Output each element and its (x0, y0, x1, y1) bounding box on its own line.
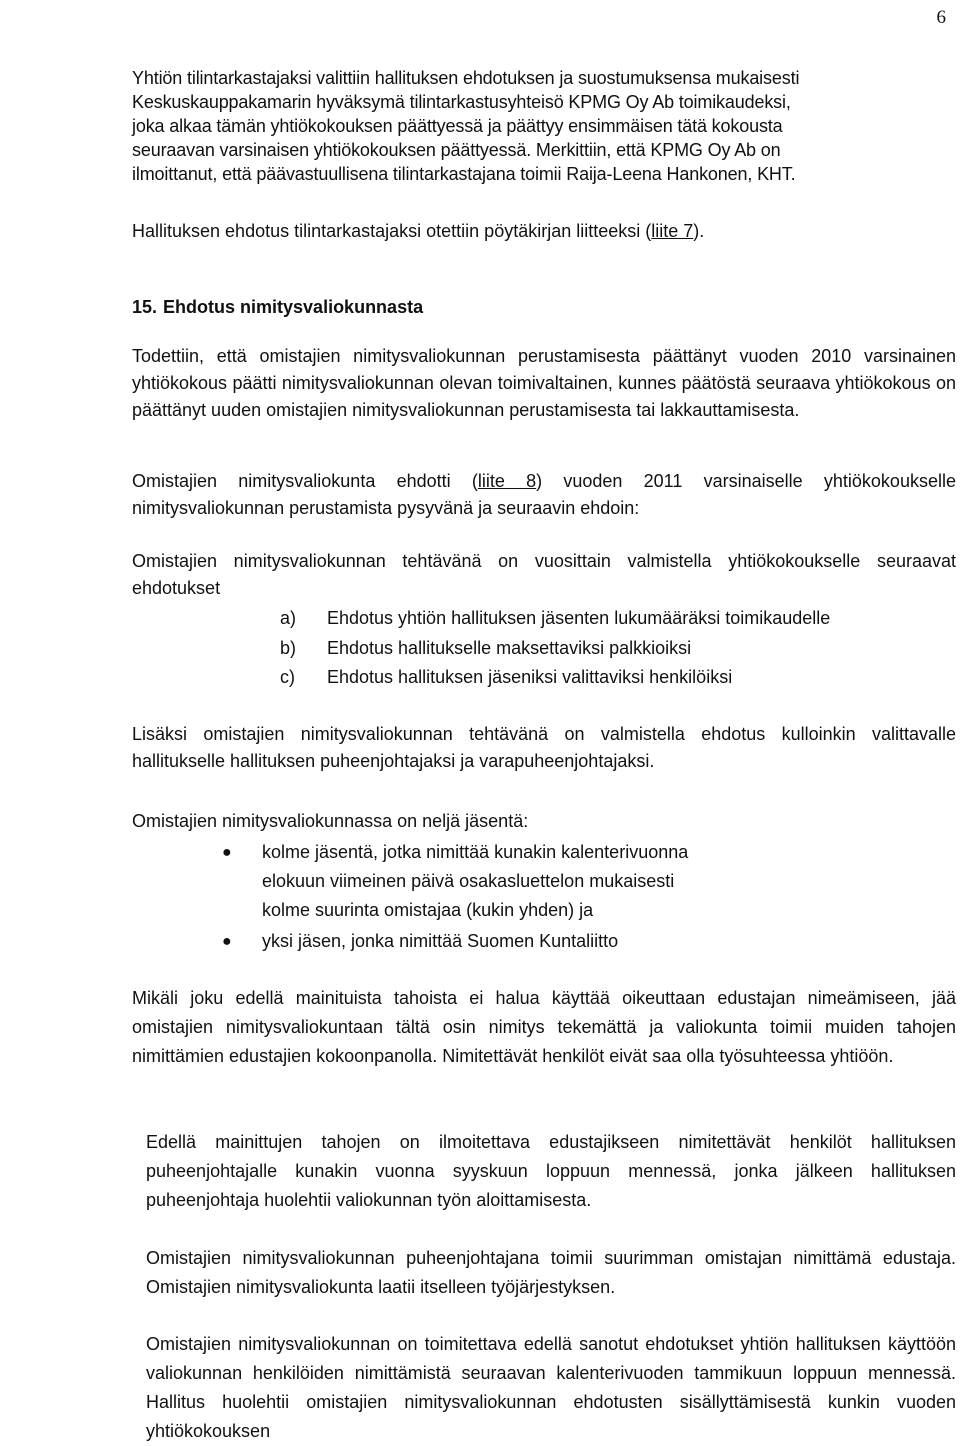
list-text: Ehdotus hallituksen jäseniksi valittaviksi henkilöiksi (327, 667, 733, 687)
section-heading (132, 294, 956, 321)
section-number: 15. (132, 297, 158, 317)
member-list (222, 838, 956, 956)
proposal-text: Omistajien nimitysvaliokunta ehdotti ( (132, 471, 478, 491)
auditor-proposal-end: ). (693, 221, 705, 241)
text-line: Yhtiön tilintarkastajaksi valittiin hallituksen ehdotuksen ja suostumuksensa mukaisesti (132, 68, 800, 88)
text-line: joka alkaa tämän yhtiökokouksen päättyessä ja päättyy ensimmäisen tätä kokousta (132, 116, 783, 136)
attachment-link-8[interactable]: liite 8 (477, 471, 537, 491)
auditor-paragraph (132, 66, 956, 186)
list-text: yksi jäsen, jonka nimittää Suomen Kuntaliitto (262, 931, 619, 951)
list-item (280, 634, 956, 664)
list-marker: b) (280, 637, 297, 658)
text-line: ilmoittanut, että päävastuullisena tilintarkastajana toimii Raija-Leena Hankonen, KHT. (132, 164, 796, 184)
paragraph-committee-proposal (132, 468, 956, 522)
auditor-proposal-text: Hallituksen ehdotus tilintarkastajaksi otettiin pöytäkirjan liitteeksi ( (132, 221, 652, 241)
paragraph-members-intro: Omistajien nimitysvaliokunnassa on neljä jäsentä: (132, 811, 529, 831)
auditor-proposal-paragraph (132, 218, 956, 245)
proposal-text-end: ) vuoden 2011 varsinaiselle yhtiökokoukselle nimitysvaliokunnan perustamista pysyvänä ja seuraavin ehdoin: (132, 471, 956, 518)
paragraph-committee-chair: Omistajien nimitysvaliokunnan puheenjohtajana toimii suurimman omistajan nimittämä edustaja. Omistajien nimitysvaliokunta laatii itselleen työjärjestyksen. (146, 1248, 956, 1297)
bullet-icon: ● (222, 933, 232, 950)
paragraph-notification: Edellä mainittujen tahojen on ilmoitettava edustajikseen nimitettävät henkilöt hallituksen puheenjohtajalle kunakin vuonna syyskuun loppuun mennessä, jonka jälkeen hallituksen puheenjohtaja huolehtii valiokunnan työn aloittamisesta. (146, 1132, 956, 1210)
paragraph-proposals-deadline: Omistajien nimitysvaliokunnan on toimitettava edellä sanotut ehdotukset yhtiön hallituksen käyttöön valiokunnan henkilöiden nimittämistä seuraavan kalenterivuoden tammikuun loppuun mennessä. Hallitus huolehtii omistajien nimitysvaliokunnan ehdotusten sisällyttämisestä kunkin vuoden yhtiökokouksen (146, 1334, 956, 1441)
list-text: kolme jäsentä, jotka nimittää kunakin kalenterivuonna elokuun viimeinen päivä osakasluettelon mukaisesti kolme suurinta omistajaa (kukin yhden) ja (262, 842, 689, 920)
bullet-icon: ● (222, 844, 232, 861)
task-list (280, 604, 956, 693)
list-item (222, 838, 956, 925)
list-text: Ehdotus hallitukselle maksettaviksi palkkioiksi (327, 637, 692, 658)
paragraph-chair-duties: Lisäksi omistajien nimitysvaliokunnan tehtävänä on valmistella ehdotus kulloinkin valittavalle hallitukselle hallituksen puheenjohtajaksi ja varapuheenjohtajaksi. (132, 724, 956, 771)
section-title: Ehdotus nimitysvaliokunnasta (163, 297, 424, 317)
list-item (280, 663, 956, 693)
paragraph-committee-history: Todettiin, että omistajien nimitysvaliokunnan perustamisesta päättänyt vuoden 2010 varsinainen yhtiökokous päätti nimitysvaliokunnan olevan toimivaltainen, kunnes päätöstä seuraava yhtiökokous on päättänyt uuden omistajien nimitysvaliokunnan perustamisesta tai lakkauttamisesta. (132, 346, 956, 420)
list-marker: a) (280, 608, 297, 628)
paragraph-committee-duties: Omistajien nimitysvaliokunnan tehtävänä on vuosittain valmistella yhtiökokoukselle seuraavat ehdotukset (132, 551, 956, 598)
page-number: 6 (936, 7, 946, 28)
attachment-link-7[interactable]: liite 7 (651, 221, 694, 241)
list-item (280, 604, 956, 634)
list-marker: c) (280, 667, 295, 687)
list-text: Ehdotus yhtiön hallituksen jäsenten lukumääräksi toimikaudelle (327, 608, 831, 628)
list-item (222, 927, 956, 956)
text-line: Keskuskauppakamarin hyväksymä tilintarkastusyhteisö KPMG Oy Ab toimikaudeksi, (132, 92, 791, 112)
paragraph-missing-representatives: Mikäli joku edellä mainituista tahoista ei halua käyttää oikeuttaan edustajan nimeämiseen, jää omistajien nimitysvaliokuntaan tältä osin nimitys tekemättä ja valiokunta toimii muiden tahojen nimittämien edustajien kokoonpanolla. Nimitettävät henkilöt eivät saa olla työsuhteessa yhtiöön. (132, 988, 956, 1066)
text-line: seuraavan varsinaisen yhtiökokouksen päättyessä. Merkittiin, että KPMG Oy Ab on (132, 140, 781, 160)
